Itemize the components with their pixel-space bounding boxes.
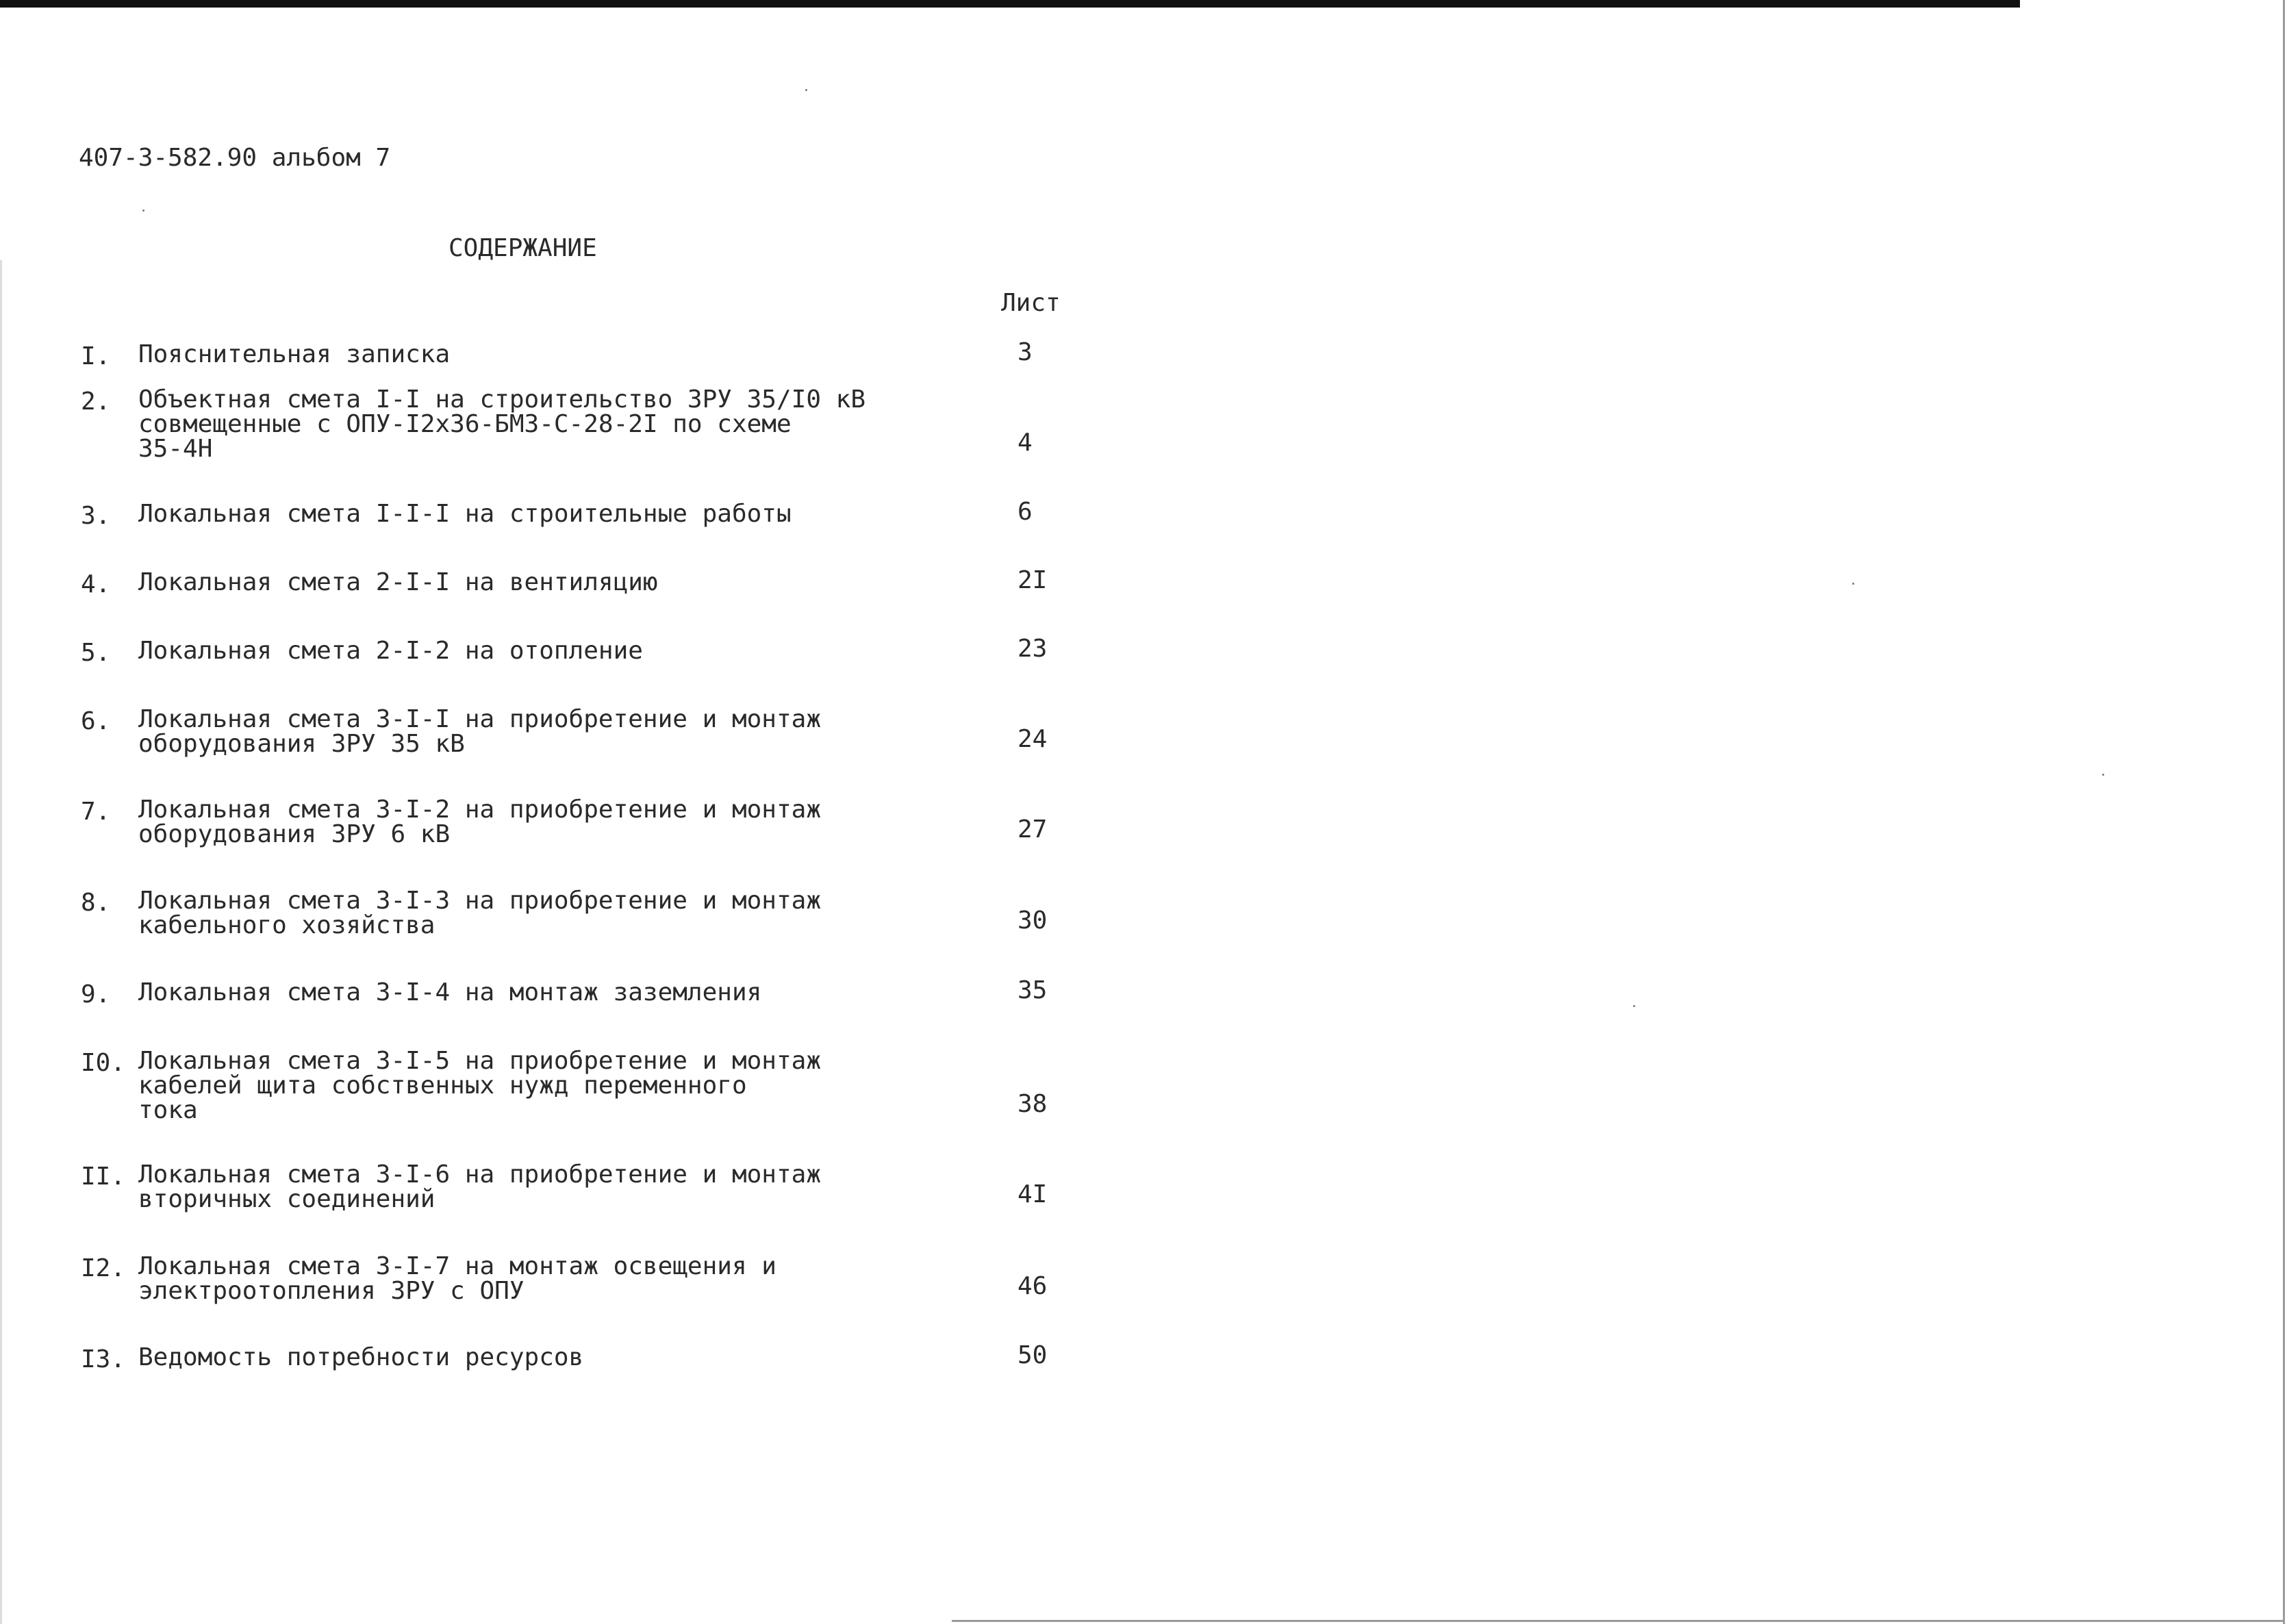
sheet-column-header: Лист: [1001, 289, 1061, 317]
entry-number: 3.: [81, 502, 111, 530]
entry-title-line: Локальная смета 2-I-I на вентиляцию: [138, 568, 658, 596]
entry-title: [138, 798, 821, 847]
entry-title: [138, 570, 658, 595]
entry-sheet-number: 24: [1018, 725, 1048, 753]
entry-sheet-number: 3: [1018, 338, 1033, 366]
entry-title-line: совмещенные с ОПУ-I2х36-БМЗ-С-28-2I по схеме: [138, 410, 792, 438]
entry-sheet-number: 35: [1018, 976, 1048, 1004]
entry-number: I3.: [81, 1345, 126, 1373]
entry-title: [138, 1049, 821, 1123]
entry-title-line: электроотопления ЗРУ с ОПУ: [138, 1277, 525, 1305]
entry-title: [138, 889, 821, 938]
entry-title: [138, 502, 792, 526]
entry-title-line: Пояснительная записка: [138, 340, 451, 368]
entry-title-line: Локальная смета 2-I-2 на отопление: [138, 637, 643, 665]
entry-title: [138, 1254, 776, 1304]
entry-title-line: 35-4Н: [138, 435, 213, 463]
entry-title: [138, 385, 866, 463]
entry-number: 4.: [81, 570, 111, 598]
entry-title-line: Локальная смета 3-I-3 на приобретение и монтаж: [138, 887, 821, 915]
entry-title-line: Ведомость потребности ресурсов: [138, 1343, 584, 1371]
entry-title: [138, 980, 761, 1005]
document-code: 407-3-582.90 альбом 7: [79, 144, 391, 172]
entry-title-line: вторичных соединений: [138, 1185, 435, 1213]
page-title: СОДЕРЖАНИЕ: [448, 234, 597, 262]
scan-bottom-edge: [952, 1620, 2283, 1622]
entry-title: [138, 342, 450, 367]
scan-speck: [142, 210, 144, 212]
entry-sheet-number: 27: [1018, 815, 1048, 843]
entry-title-line: Локальная смета 3-I-4 на монтаж заземления: [138, 978, 762, 1006]
entry-number: 6.: [81, 707, 111, 735]
entry-number: 8.: [81, 889, 111, 917]
entry-title-line: тока: [138, 1096, 198, 1124]
entry-title: [138, 1160, 821, 1213]
entry-title-line: оборудования ЗРУ 6 кВ: [138, 820, 451, 848]
entry-title-line: Объектная смета I-I на строительство ЗРУ 35/I0 кВ: [138, 385, 866, 414]
entry-number: I.: [81, 342, 111, 370]
entry-sheet-number: 50: [1018, 1341, 1048, 1369]
entry-sheet-number: 46: [1018, 1272, 1048, 1300]
entry-title-line: оборудования ЗРУ 35 кВ: [138, 730, 465, 758]
entry-number: 2.: [81, 388, 111, 416]
entry-number: I2.: [81, 1254, 126, 1282]
scan-top-border: [0, 0, 2020, 8]
entry-number: II.: [81, 1163, 126, 1191]
scan-speck: [2102, 774, 2104, 776]
entry-sheet-number: 4: [1018, 429, 1033, 457]
entry-title-line: Локальная смета 3-I-7 на монтаж освещения и: [138, 1252, 776, 1280]
entry-title: [138, 1345, 583, 1370]
scan-speck: [1852, 583, 1854, 585]
entry-title-line: Локальная смета I-I-I на строительные работы: [138, 500, 792, 528]
entry-sheet-number: 6: [1018, 498, 1033, 526]
entry-sheet-number: 2I: [1018, 566, 1048, 594]
entry-number: 9.: [81, 980, 111, 1008]
entry-sheet-number: 23: [1018, 635, 1048, 663]
entry-title-line: Локальная смета 3-I-6 на приобретение и монтаж: [138, 1160, 821, 1189]
entry-title: [138, 639, 643, 663]
entry-title-line: Локальная смета 3-I-5 на приобретение и монтаж: [138, 1047, 821, 1075]
entry-number: 7.: [81, 798, 111, 826]
entry-title: [138, 707, 821, 757]
entry-sheet-number: 4I: [1018, 1180, 1048, 1208]
entry-title-line: кабелей щита собственных нужд переменного: [138, 1071, 747, 1100]
scan-right-edge: [2283, 0, 2285, 1624]
scan-speck: [805, 89, 807, 91]
entry-number: 5.: [81, 639, 111, 667]
entry-title-line: кабельного хозяйства: [138, 911, 435, 939]
scan-speck: [1633, 1005, 1635, 1007]
entry-sheet-number: 30: [1018, 906, 1048, 935]
entry-title-line: Локальная смета 3-I-I на приобретение и монтаж: [138, 705, 821, 733]
entry-title-line: Локальная смета 3-I-2 на приобретение и монтаж: [138, 796, 821, 824]
entry-number: I0.: [81, 1049, 126, 1077]
entry-sheet-number: 38: [1018, 1090, 1048, 1118]
scan-left-edge: [0, 260, 2, 1624]
